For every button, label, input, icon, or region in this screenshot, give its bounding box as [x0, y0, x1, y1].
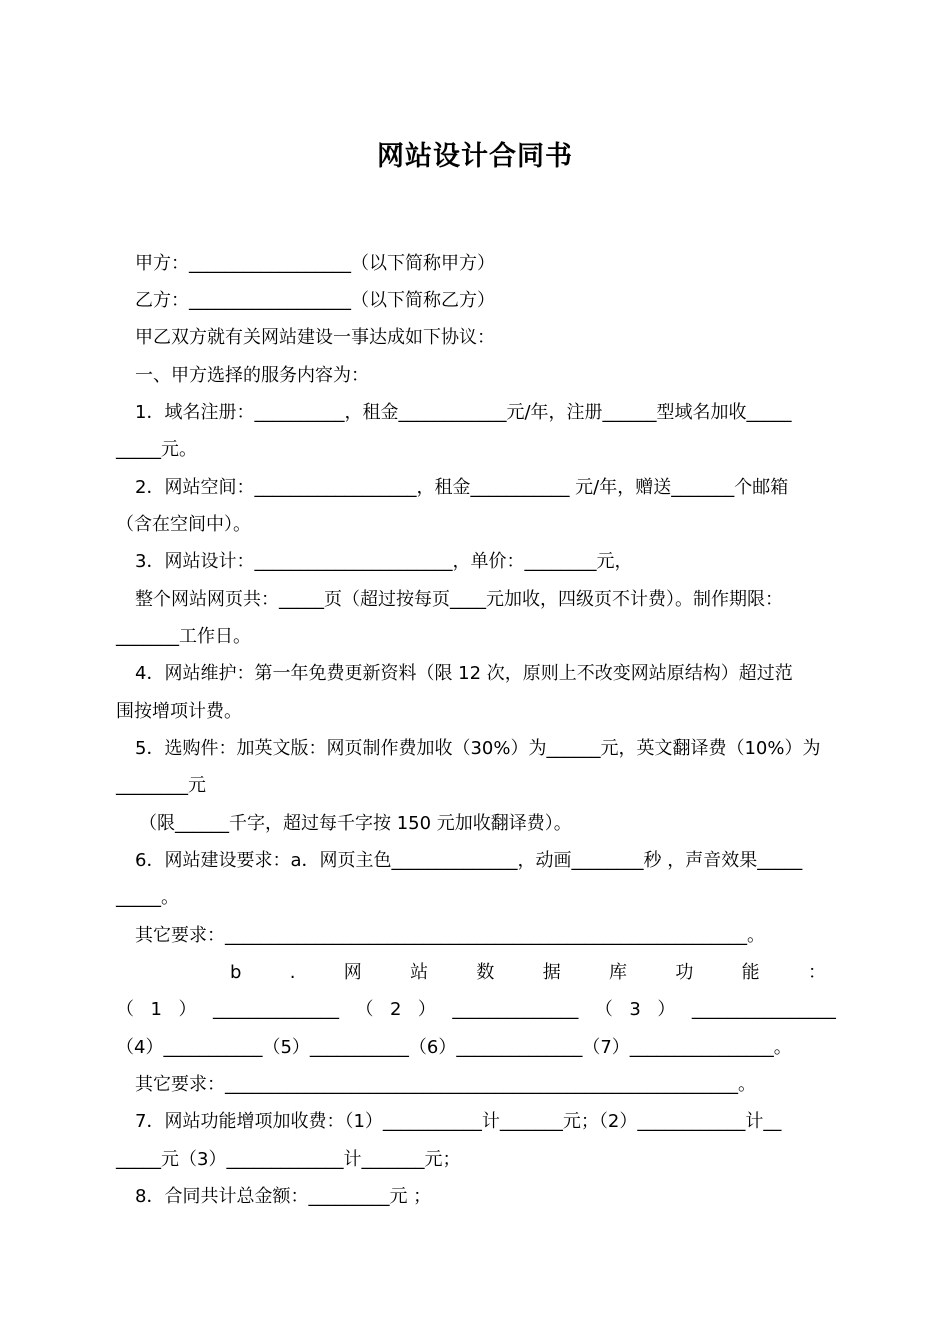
db-heading-char: 站	[410, 962, 429, 983]
item6-line-b: _____。	[116, 887, 179, 908]
item3-line-a: 3．网站设计：______________________，单价：________元，	[135, 551, 633, 572]
db-row1-token: 2	[389, 999, 402, 1020]
document-title: 网站设计合同书	[377, 141, 573, 172]
db-heading-char: 数	[476, 962, 495, 983]
db-row1-token: （	[355, 999, 374, 1020]
item2-line-b: （含在空间中）。	[116, 514, 251, 535]
database-items-row-1	[116, 998, 836, 1022]
item7-line-b: _____元（3）_____________计_______元；	[116, 1149, 461, 1170]
item2-line-a: 2．网站空间：__________________，租金___________ 元/年，赠送_______个邮箱	[135, 477, 789, 498]
item6-other-requirements-1: 其它要求：__________________________________________________________。	[135, 925, 765, 946]
db-heading-char: ：	[807, 962, 826, 983]
item8-total-amount: 8．合同共计总金额：_________元 ；	[135, 1186, 432, 1207]
item4-line-b: 围按增项计费。	[116, 701, 242, 722]
db-row1-token: ）	[657, 999, 676, 1020]
item6-line-a: 6．网站建设要求：a．网页主色______________，动画________秒 ，声音效果_____	[135, 850, 803, 871]
agreement-intro: 甲乙双方就有关网站建设一事达成如下协议：	[135, 327, 495, 348]
item1-line-b: _____元。	[116, 439, 197, 460]
db-heading-char: 据	[542, 962, 561, 983]
db-heading-char: .	[289, 962, 296, 983]
db-heading-char: 能	[741, 962, 760, 983]
item3-line-c: _______工作日。	[116, 626, 251, 647]
db-row1-token: （	[594, 999, 613, 1020]
item7-line-a: 7．网站功能增项加收费：（1）___________计_______元；（2）____________计__	[135, 1111, 782, 1132]
item1-line-a: 1．域名注册：__________，租金____________元/年，注册______型域名加收_____	[135, 402, 792, 423]
item5-line-c: （限______千字，超过每千字按 150 元加收翻译费）。	[139, 813, 572, 834]
db-row1-token: 1	[150, 999, 162, 1020]
db-row1-token: ______________	[452, 999, 579, 1020]
db-row1-token: ______________	[212, 999, 339, 1020]
db-row1-token: （	[116, 999, 134, 1020]
item3-line-b: 整个网站网页共：_____页（超过按每页____元加收，四级页不计费）。制作期限：	[135, 589, 783, 610]
db-heading-char: 库	[609, 962, 628, 983]
party-a-line: 甲方：__________________（以下简称甲方）	[135, 253, 495, 274]
db-heading-char: 网	[343, 962, 362, 983]
section-heading: 一、甲方选择的服务内容为：	[135, 365, 369, 386]
item5-line-a: 5．选购件：加英文版：网页制作费加收（30%）为______元，英文翻译费（10%）为	[135, 738, 821, 759]
database-items-row-2: （4）___________（5）___________（6）______________（7）________________。	[116, 1037, 792, 1058]
db-row1-token: ）	[417, 999, 436, 1020]
db-row1-token: ________________	[691, 999, 836, 1020]
item5-line-b: ________元	[116, 775, 206, 796]
db-heading-char: b	[230, 962, 242, 983]
db-row1-token: 3	[629, 999, 641, 1020]
db-row1-token: ）	[178, 999, 197, 1020]
database-function-heading	[230, 961, 826, 985]
party-b-line: 乙方：__________________（以下简称乙方）	[135, 290, 495, 311]
item6-other-requirements-2: 其它要求：_________________________________________________________。	[135, 1074, 756, 1095]
db-heading-char: 功	[675, 962, 694, 983]
item4-line-a: 4．网站维护：第一年免费更新资料（限 12 次，原则上不改变网站原结构）超过范	[135, 663, 793, 684]
